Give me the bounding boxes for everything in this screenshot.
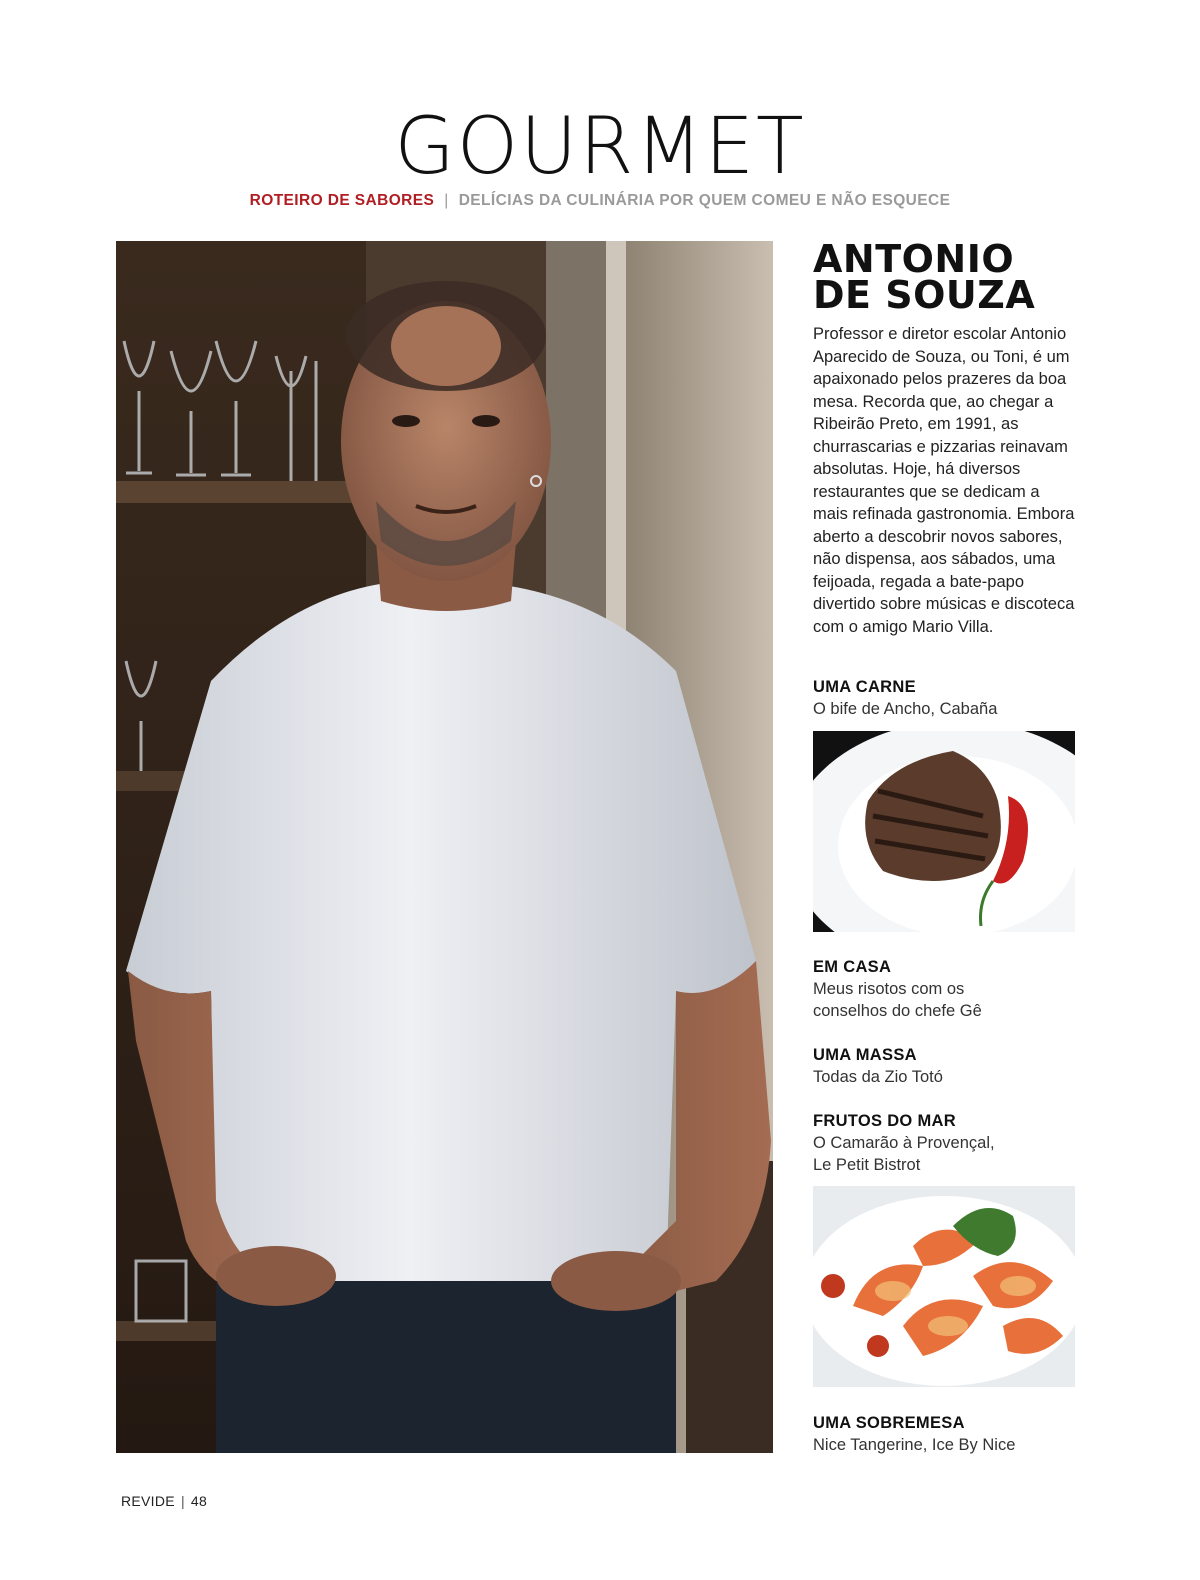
profile-name-line1: ANTONIO: [813, 237, 1015, 281]
section-tagline: DELÍCIAS DA CULINÁRIA POR QUEM COMEU E NÃO ESQUECE: [458, 192, 951, 209]
shrimp-photo: [813, 1186, 1075, 1387]
magazine-name: REVIDE: [121, 1493, 175, 1509]
subhead-separator: |: [444, 192, 449, 209]
item-carne: [813, 676, 1078, 720]
profile-bio: Professor e diretor escolar Antonio Aparecido de Souza, ou Toni, é um apaixonado pelos prazeres da boa mesa. Recorda que, ao chegar a Ribeirão Preto, em 1991, as churrascarias e pizzarias reinavam absolutas. Hoje, há diversos restaurantes que se dedicam a mais refinada gastronomia. Embora aberto a descobrir novos sabores, não dispensa, aos sábados, uma feijoada, regada a bate-papo divertido sobre músicas e discoteca com o amigo Mario Villa.: [813, 325, 1075, 636]
section-subhead: [0, 191, 1200, 211]
item-heading: UMA MASSA: [813, 1046, 917, 1064]
footer-separator: |: [180, 1493, 185, 1509]
item-heading: EM CASA: [813, 958, 892, 976]
profile-name-line2: DE SOUZA: [813, 273, 1036, 317]
item-heading: FRUTOS DO MAR: [813, 1112, 956, 1130]
item-heading: UMA SOBREMESA: [813, 1414, 965, 1432]
profile-name: [813, 237, 1078, 317]
steak-photo: [813, 731, 1075, 932]
page-footer: [121, 1493, 207, 1509]
item-text: Nice Tangerine, Ice By Nice: [813, 1436, 1016, 1454]
item-text-line: O Camarão à Provençal,: [813, 1134, 995, 1152]
item-text: O bife de Ancho, Cabaña: [813, 700, 998, 718]
item-massa: [813, 1044, 1078, 1088]
page-number: 48: [190, 1493, 208, 1509]
profile-column: [813, 237, 1078, 638]
item-text-line: conselhos do chefe Gê: [813, 1002, 982, 1020]
item-text-line: Le Petit Bistrot: [813, 1156, 921, 1174]
item-text-line: Meus risotos com os: [813, 980, 965, 998]
section-name: ROTEIRO DE SABORES: [249, 192, 435, 209]
portrait-photo: [116, 241, 773, 1453]
item-sobremesa: [813, 1412, 1078, 1456]
item-casa: [813, 956, 1078, 1022]
item-text: Todas da Zio Totó: [813, 1068, 943, 1086]
item-frutos-do-mar: [813, 1110, 1078, 1176]
item-heading: UMA CARNE: [813, 678, 916, 696]
page-title: GOURMET: [394, 102, 806, 192]
